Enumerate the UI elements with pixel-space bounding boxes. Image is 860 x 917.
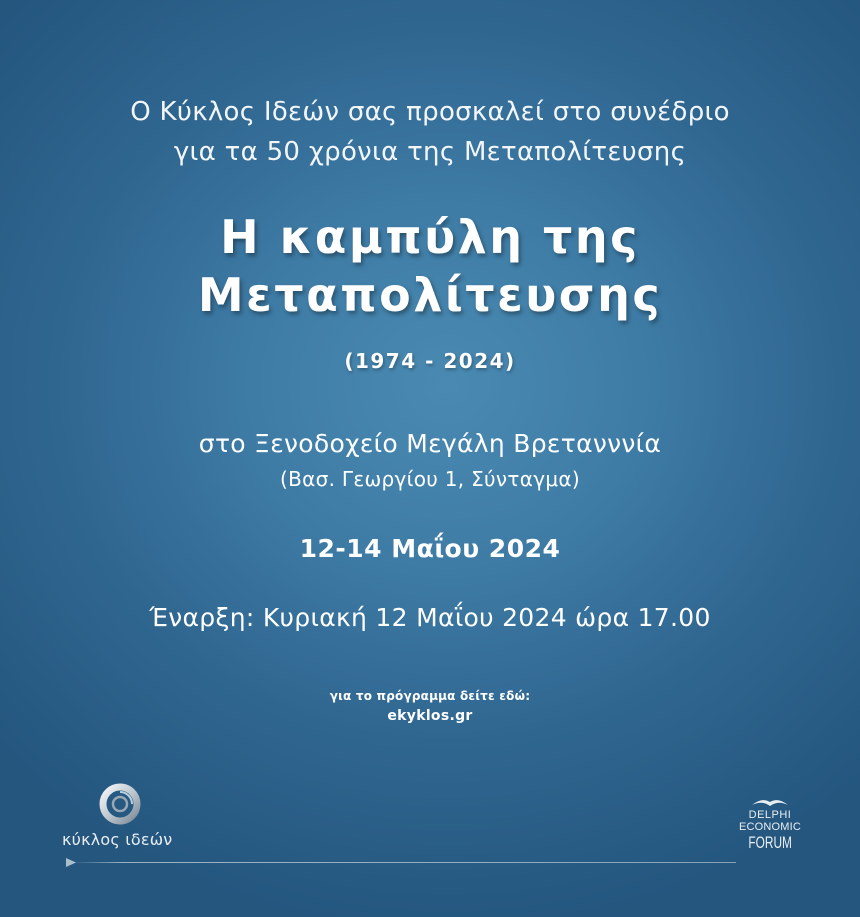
kyklos-logo-name: κύκλος ιδεών xyxy=(62,830,173,849)
bottom-divider xyxy=(70,862,736,863)
title-line-2: Μεταπολίτευσης xyxy=(197,268,663,322)
delphi-bird-icon xyxy=(750,796,790,808)
delphi-economic-forum-logo xyxy=(730,796,810,876)
conference-title xyxy=(0,208,860,324)
website-link[interactable]: ekyklos.gr xyxy=(387,708,473,724)
intro-line-2: για τα 50 χρόνια της Μεταπολίτευσης xyxy=(173,137,687,167)
venue-name: στο Ξενοδοχείο Μεγάλη Βρετανννία xyxy=(198,429,662,458)
event-dates: 12-14 Μαΐου 2024 xyxy=(299,534,561,563)
website-wrapper xyxy=(0,708,860,724)
start-time: Έναρξη: Κυριακή 12 Μαΐου 2024 ώρα 17.00 xyxy=(149,603,711,632)
title-line-1: Η καμπύλη της xyxy=(220,210,640,264)
delphi-logo-line-1: DELPHI xyxy=(748,809,792,821)
kyklos-ring-icon xyxy=(98,782,142,826)
years-range: (1974 - 2024) xyxy=(344,349,516,373)
intro-text xyxy=(0,92,860,172)
kyklos-ideon-logo xyxy=(62,780,192,870)
intro-line-1: Ο Κύκλος Ιδεών σας προσκαλεί στο συνέδριο xyxy=(130,97,730,127)
delphi-logo-line-3: FORUM xyxy=(748,833,792,852)
program-note: για το πρόγραμμα δείτε εδώ: xyxy=(329,689,531,703)
delphi-logo-line-2: ECONOMIC xyxy=(738,821,802,833)
venue-address: (Βασ. Γεωργίου 1, Σύνταγμα) xyxy=(280,467,580,491)
